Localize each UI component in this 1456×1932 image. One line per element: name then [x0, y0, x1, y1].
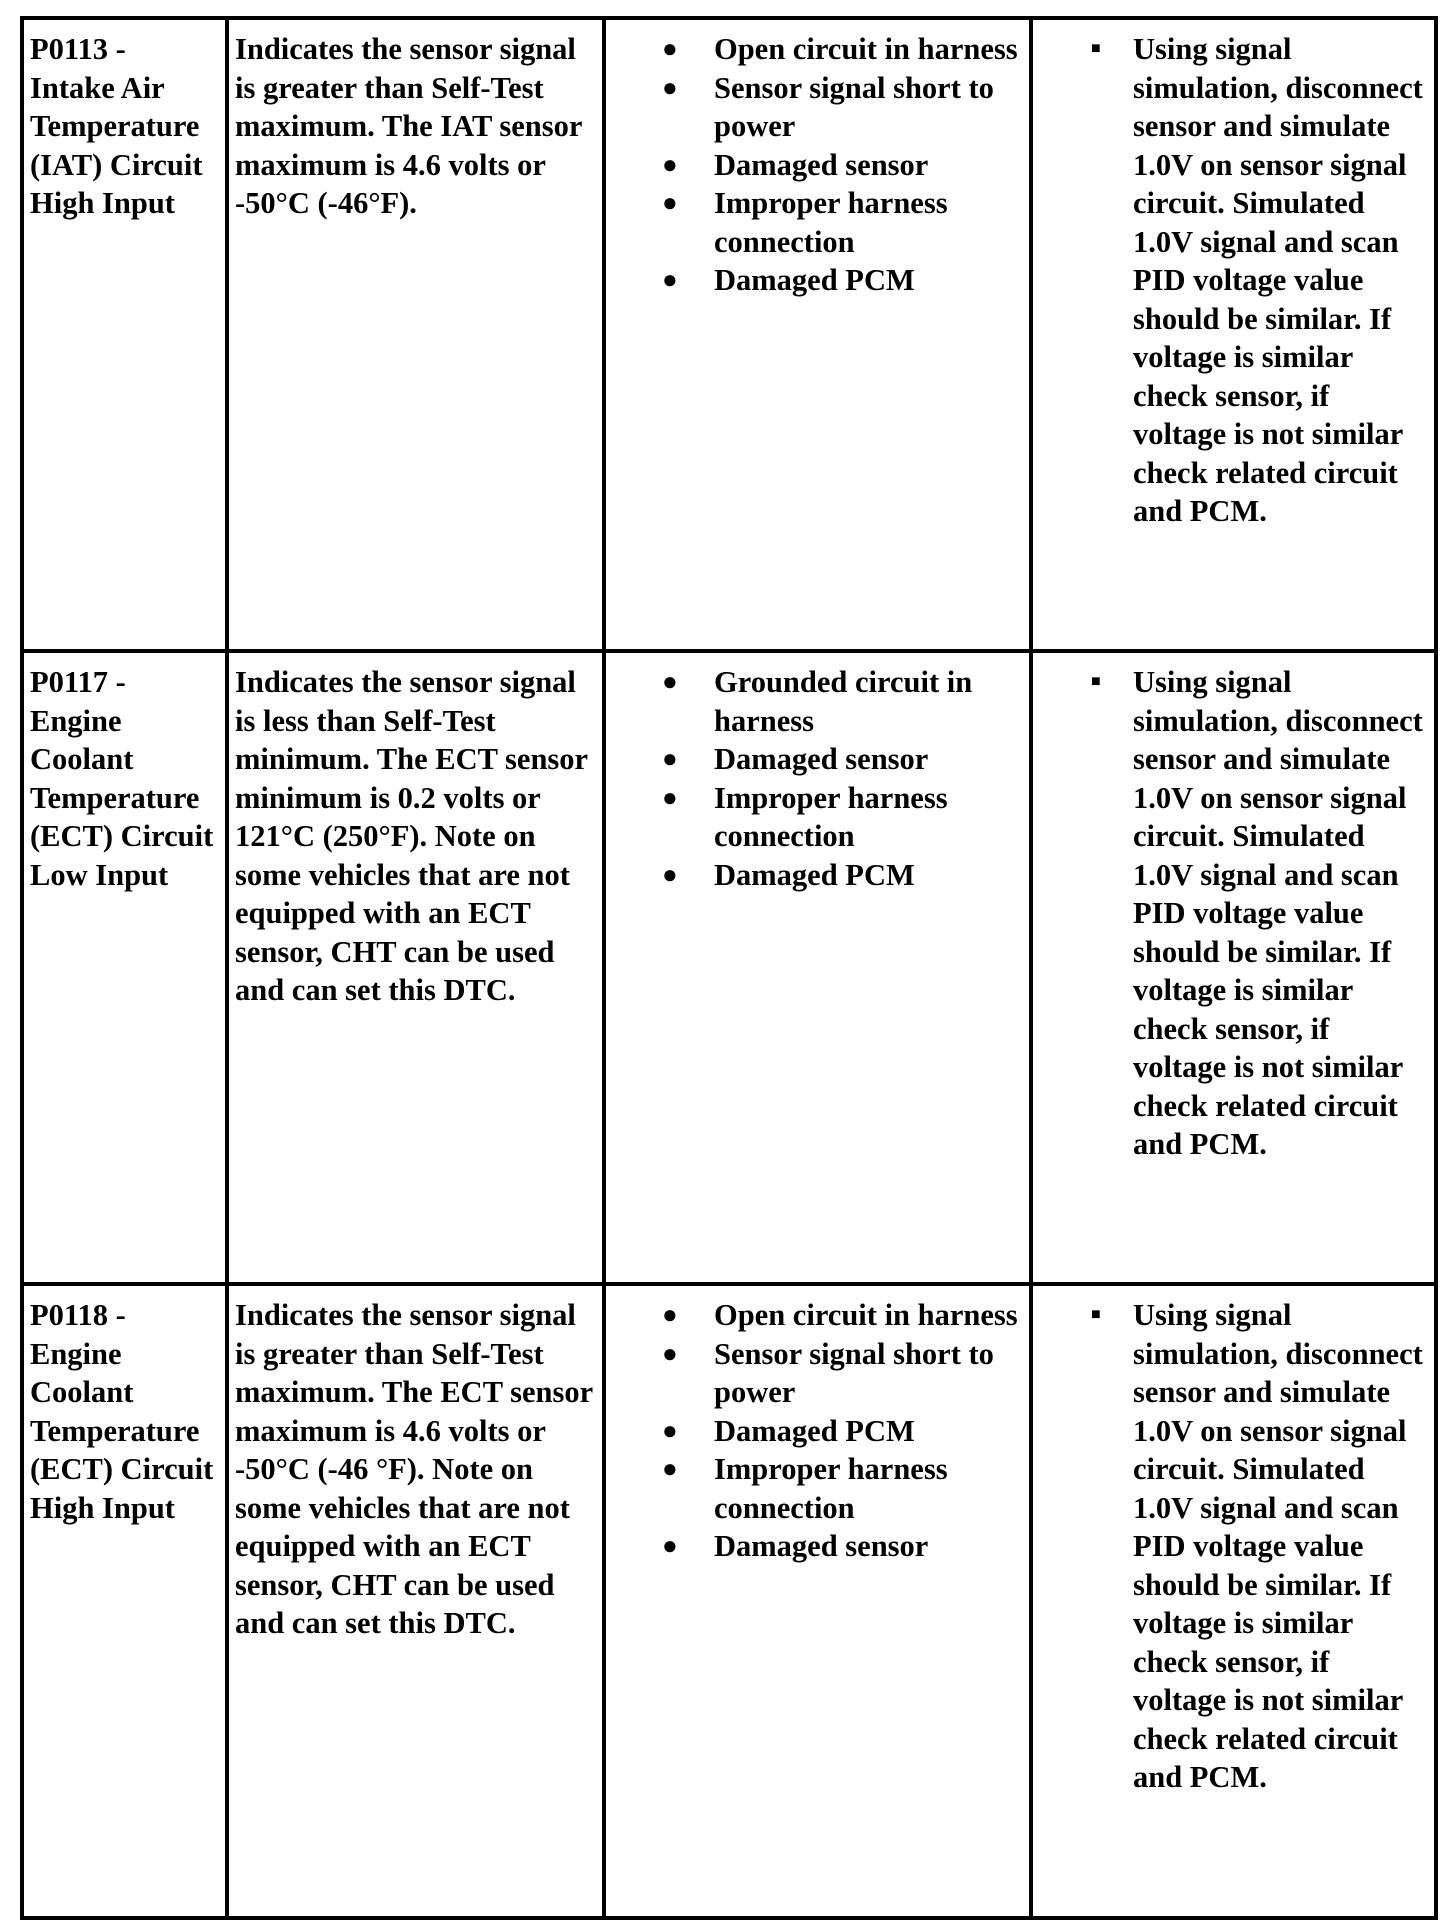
list-item: ● Damaged sensor [612, 146, 1021, 185]
list-item: ● Improper harness connection [662, 1452, 948, 1525]
bullet-icon: ● [662, 34, 678, 63]
bullet-icon: ● [662, 1300, 678, 1329]
bullet-icon: ● [662, 149, 678, 179]
causes-cell [604, 18, 1031, 651]
bullet-icon: ● [662, 188, 678, 217]
bullet-icon: ● [662, 1531, 678, 1560]
bullet-icon: ● [662, 1338, 678, 1368]
list-item: ● Sensor signal short to power [662, 1336, 994, 1409]
bullet-icon: ● [662, 265, 678, 294]
causes-cell [604, 651, 1031, 1284]
dtc-code-cell [22, 651, 227, 1284]
bullet-icon: ● [662, 667, 678, 696]
bullet-icon: ● [662, 1454, 678, 1483]
square-bullet-icon: ■ [1091, 40, 1101, 57]
causes-list [612, 1296, 1021, 1566]
bullet-icon: ● [662, 859, 678, 889]
list-item: ● Damaged sensor [612, 1527, 1021, 1566]
list-item: ● Sensor signal short to power [662, 70, 994, 143]
list-item: ● Open circuit in harness [612, 30, 1021, 69]
list-item: ● Improper harness connection [662, 186, 948, 259]
table-row [22, 1284, 1436, 1918]
list-item: ■ Using signal simulation, disconnect sensor and simulate 1.0V on sensor signal circuit. Simulated 1.0V signal and scan PID voltage value should be similar. If voltage is similar check sensor, if voltage is not similar check related circuit and PCM. [1091, 665, 1423, 1161]
causes-cell [604, 1284, 1031, 1918]
square-bullet-icon: ■ [1091, 1306, 1101, 1323]
dtc-description: Indicates the sensor signal is less than Self-Test minimum. The ECT sensor minimum is 0.2 volts or 121°C (250°F). Note on some vehicles that are not equipped with an ECT sensor, CHT can be used and can set this DTC. [235, 665, 588, 1007]
dtc-table [20, 16, 1438, 1920]
bullet-icon: ● [662, 72, 678, 102]
causes-list [612, 663, 1021, 894]
list-item: ● Damaged PCM [612, 856, 1021, 895]
description-cell [227, 651, 604, 1284]
list-item: ■ Using signal simulation, disconnect sensor and simulate 1.0V on sensor signal circuit. Simulated 1.0V signal and scan PID voltage value should be similar. If voltage is similar check sensor, if voltage is not similar check related circuit and PCM. [1091, 32, 1423, 528]
dtc-code: P0118 - Engine Coolant Temperature (ECT) Circuit High Input [30, 1298, 214, 1525]
list-item: ● Damaged PCM [612, 261, 1021, 300]
action-cell [1031, 651, 1436, 1284]
list-item: ● Damaged sensor [612, 740, 1021, 779]
dtc-code: P0113 - Intake Air Temperature (IAT) Circuit High Input [30, 32, 203, 220]
square-bullet-icon: ■ [1091, 673, 1101, 690]
bullet-icon: ● [662, 782, 678, 812]
bullet-icon: ● [662, 1415, 678, 1445]
list-item: ● Grounded circuit in harness [662, 665, 973, 738]
action-list [1039, 30, 1426, 531]
list-item: ■ Using signal simulation, disconnect sensor and simulate 1.0V on sensor signal circuit. Simulated 1.0V signal and scan PID voltage value should be similar. If voltage is similar check sensor, if voltage is not similar check related circuit and PCM. [1091, 1298, 1423, 1794]
list-item: ● Open circuit in harness [612, 1296, 1021, 1335]
action-cell [1031, 18, 1436, 651]
dtc-description: Indicates the sensor signal is greater than Self-Test maximum. The ECT sensor maximum is 4.6 volts or -50°C (-46 °F). Note on some vehicles that are not equipped with an ECT sensor, CHT can be used and can set this DTC. [235, 1298, 593, 1640]
action-cell [1031, 1284, 1436, 1918]
description-cell [227, 1284, 604, 1918]
description-cell [227, 18, 604, 651]
list-item: ● Improper harness connection [662, 780, 948, 853]
dtc-code: P0117 - Engine Coolant Temperature (ECT) Circuit Low Input [30, 665, 214, 892]
table-row [22, 651, 1436, 1284]
causes-list [612, 30, 1021, 300]
action-list [1039, 1296, 1426, 1797]
bullet-icon: ● [662, 744, 678, 773]
dtc-description: Indicates the sensor signal is greater than Self-Test maximum. The IAT sensor maximum is 4.6 volts or -50°C (-46°F). [235, 32, 582, 220]
list-item: ● Damaged PCM [612, 1412, 1021, 1451]
dtc-code-cell [22, 18, 227, 651]
action-list [1039, 663, 1426, 1164]
table-row [22, 18, 1436, 651]
dtc-code-cell [22, 1284, 227, 1918]
